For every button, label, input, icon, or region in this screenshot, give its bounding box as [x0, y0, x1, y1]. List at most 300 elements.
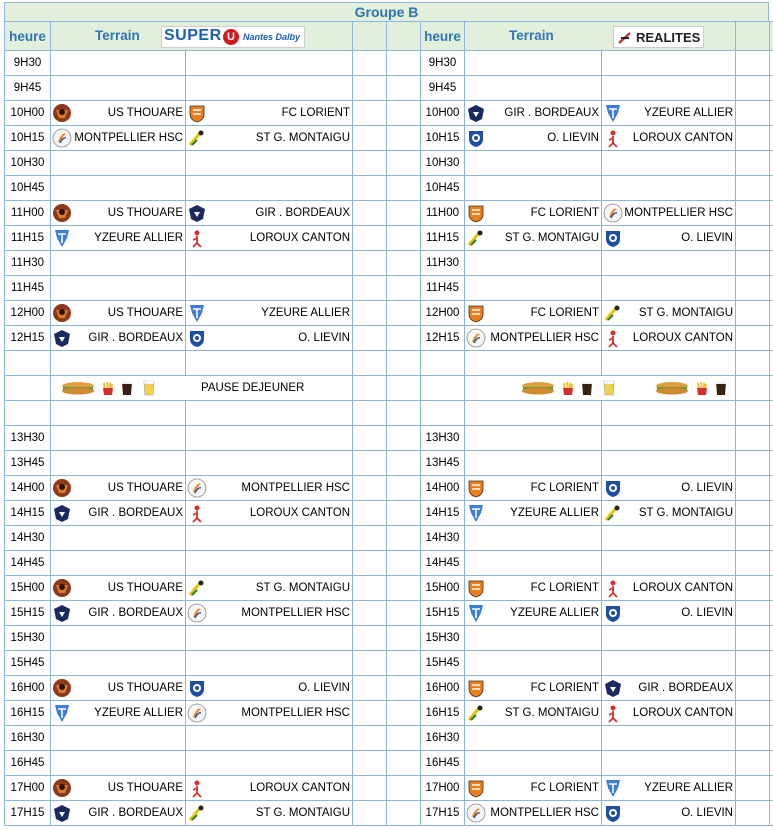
time-slot-row: [5, 426, 773, 451]
team-name: MONTPELLIER HSC: [624, 207, 733, 219]
empty-cell: [186, 651, 353, 676]
team-cell-left-away-fc-lorient: [186, 101, 353, 126]
schedule-table: [4, 21, 773, 826]
empty-cell: [186, 426, 353, 451]
team-cell-left-home-gir-bordeaux: [51, 326, 186, 351]
team-cell-left-home-us-thouare: [51, 476, 186, 501]
empty-cell: [186, 751, 353, 776]
blank: [353, 126, 387, 151]
empty-cell: [465, 51, 602, 76]
blank: [353, 176, 387, 201]
blank: [353, 226, 387, 251]
montpellier-hsc-logo-icon: [466, 328, 486, 348]
blank: [770, 76, 773, 101]
empty-cell: [465, 276, 602, 301]
empty-cell: [465, 451, 602, 476]
blank: [387, 626, 421, 651]
blank: [51, 401, 186, 426]
blank: [736, 251, 770, 276]
heure-header-right: heure: [421, 22, 465, 51]
empty-cell: [602, 751, 736, 776]
blank: [387, 526, 421, 551]
header-blank: [387, 22, 421, 51]
empty-cell: [51, 626, 186, 651]
loroux-canton-logo-icon: [187, 228, 207, 248]
time-slot-row: [5, 476, 773, 501]
team-name: LOROUX CANTON: [249, 782, 350, 794]
time-right: 14H15: [421, 501, 465, 526]
team-cell-right-home-fc-lorient: [465, 576, 602, 601]
blank: [736, 76, 770, 101]
blank: [770, 401, 773, 426]
empty-cell: [186, 526, 353, 551]
super-u-sponsor-logo: SUPER U Nantes Dalby: [161, 26, 305, 48]
team-name: LOROUX CANTON: [632, 707, 733, 719]
time-slot-row: [5, 726, 773, 751]
team-cell-right-away-loroux-canton: [602, 701, 736, 726]
blank: [387, 576, 421, 601]
team-name: GIR . BORDEAUX: [88, 807, 183, 819]
blank: [770, 101, 773, 126]
spacer-row: [5, 351, 773, 376]
blank: [5, 401, 51, 426]
blank: [353, 76, 387, 101]
team-name: ST G. MONTAIGU: [638, 307, 733, 319]
team-cell-right-home-yzeure-allier: [465, 601, 602, 626]
blank: [353, 701, 387, 726]
blank: [770, 626, 773, 651]
blank: [387, 301, 421, 326]
team-cell-right-away-o-lievin: [602, 601, 736, 626]
team-name: O. LIEVIN: [298, 682, 350, 694]
empty-cell: [51, 251, 186, 276]
empty-cell: [602, 276, 736, 301]
time-left: 9H45: [5, 76, 51, 101]
time-right: 10H00: [421, 101, 465, 126]
blank: [353, 476, 387, 501]
empty-cell: [186, 51, 353, 76]
realites-mark-icon: [617, 30, 633, 46]
us-thouare-logo-icon: [52, 678, 72, 698]
empty-cell: [602, 51, 736, 76]
blank: [736, 551, 770, 576]
blank: [5, 351, 51, 376]
time-right: 16H30: [421, 726, 465, 751]
cola-glass-icon: [715, 380, 727, 396]
time-slot-row: [5, 76, 773, 101]
fc-lorient-logo-icon: [466, 578, 486, 598]
team-cell-left-away-gir-bordeaux: [186, 201, 353, 226]
blank: [770, 226, 773, 251]
team-name: GIR . BORDEAUX: [504, 107, 599, 119]
blank: [736, 426, 770, 451]
time-left: 11H00: [5, 201, 51, 226]
team-cell-right-home-gir-bordeaux: [465, 101, 602, 126]
blank: [736, 351, 770, 376]
team-cell-right-away-yzeure-allier: [602, 776, 736, 801]
sandwich-icon: [655, 380, 689, 396]
girondins-bordeaux-logo-icon: [52, 803, 72, 823]
time-right: 11H15: [421, 226, 465, 251]
blank: [353, 651, 387, 676]
team-name: ST G. MONTAIGU: [255, 807, 350, 819]
blank: [770, 551, 773, 576]
blank: [186, 401, 353, 426]
team-name: ST G. MONTAIGU: [255, 582, 350, 594]
empty-cell: [465, 251, 602, 276]
time-slot-row: [5, 576, 773, 601]
blank: [387, 801, 421, 826]
team-cell-right-away-loroux-canton: [602, 126, 736, 151]
lunch-break-right: [465, 376, 736, 401]
team-name: GIR . BORDEAUX: [88, 332, 183, 344]
o-lievin-logo-icon: [187, 678, 207, 698]
empty-cell: [51, 751, 186, 776]
blank: [353, 426, 387, 451]
team-cell-left-away-loroux-canton: [186, 226, 353, 251]
yzeure-allier-logo-icon: [52, 703, 72, 723]
team-name: LOROUX CANTON: [632, 332, 733, 344]
team-cell-left-home-yzeure-allier: [51, 226, 186, 251]
yzeure-allier-logo-icon: [603, 778, 623, 798]
time-right: 15H45: [421, 651, 465, 676]
empty-cell: [602, 626, 736, 651]
team-cell-right-away-loroux-canton: [602, 576, 736, 601]
team-cell-left-away-loroux-canton: [186, 501, 353, 526]
blank: [353, 151, 387, 176]
fries-icon: [101, 380, 115, 396]
terrain-label-left: Terrain: [95, 28, 140, 43]
header-row: [5, 22, 773, 51]
lunch-break-left: [51, 376, 353, 401]
fc-lorient-logo-icon: [466, 478, 486, 498]
team-cell-right-away-o-lievin: [602, 476, 736, 501]
blank: [770, 526, 773, 551]
blank: [736, 726, 770, 751]
team-name: LOROUX CANTON: [249, 507, 350, 519]
montpellier-hsc-logo-icon: [187, 603, 207, 623]
team-cell-left-home-gir-bordeaux: [51, 801, 186, 826]
blank: [736, 501, 770, 526]
time-left: 11H15: [5, 226, 51, 251]
team-name: MONTPELLIER HSC: [241, 482, 350, 494]
blank: [186, 351, 353, 376]
blank: [770, 601, 773, 626]
blank: [770, 676, 773, 701]
time-right: 10H30: [421, 151, 465, 176]
fries-icon: [561, 380, 575, 396]
time-left: 14H00: [5, 476, 51, 501]
terrain-label-right: Terrain: [509, 28, 554, 43]
header-blank: [770, 22, 773, 51]
team-cell-right-home-fc-lorient: [465, 301, 602, 326]
terrain-header-left: [51, 22, 353, 51]
blank: [387, 476, 421, 501]
blank: [736, 601, 770, 626]
beer-glass-icon: [143, 380, 155, 396]
time-left: 12H15: [5, 326, 51, 351]
yzeure-allier-logo-icon: [52, 228, 72, 248]
montpellier-hsc-logo-icon: [187, 478, 207, 498]
time-left: 14H15: [5, 501, 51, 526]
blank: [770, 751, 773, 776]
team-cell-left-home-us-thouare: [51, 101, 186, 126]
team-name: LOROUX CANTON: [249, 232, 350, 244]
empty-cell: [465, 626, 602, 651]
o-lievin-logo-icon: [603, 803, 623, 823]
team-name: O. LIEVIN: [681, 607, 733, 619]
blank: [736, 276, 770, 301]
us-thouare-logo-icon: [52, 478, 72, 498]
empty-cell: [186, 726, 353, 751]
empty-cell: [602, 551, 736, 576]
st-g-montaigu-logo-icon: [187, 578, 207, 598]
blank: [387, 51, 421, 76]
team-name: FC LORIENT: [530, 482, 599, 494]
team-cell-left-home-us-thouare: [51, 676, 186, 701]
team-name: US THOUARE: [107, 682, 183, 694]
time-left: 10H00: [5, 101, 51, 126]
empty-cell: [186, 276, 353, 301]
blank: [353, 551, 387, 576]
blank: [353, 401, 387, 426]
team-name: MONTPELLIER HSC: [241, 607, 350, 619]
fc-lorient-logo-icon: [466, 678, 486, 698]
empty-cell: [186, 176, 353, 201]
team-cell-left-home-yzeure-allier: [51, 701, 186, 726]
team-cell-right-home-fc-lorient: [465, 676, 602, 701]
blank: [736, 326, 770, 351]
blank: [353, 626, 387, 651]
team-name: YZEURE ALLIER: [261, 307, 350, 319]
team-name: US THOUARE: [107, 207, 183, 219]
time-slot-row: [5, 326, 773, 351]
terrain-header-right: [465, 22, 736, 51]
team-name: US THOUARE: [107, 107, 183, 119]
empty-cell: [186, 151, 353, 176]
time-left: 11H30: [5, 251, 51, 276]
empty-cell: [465, 151, 602, 176]
header-blank: [353, 22, 387, 51]
loroux-canton-logo-icon: [187, 778, 207, 798]
blank: [770, 776, 773, 801]
team-name: O. LIEVIN: [681, 807, 733, 819]
team-name: GIR . BORDEAUX: [255, 207, 350, 219]
blank: [387, 751, 421, 776]
time-left: 14H45: [5, 551, 51, 576]
blank: [353, 501, 387, 526]
empty-cell: [186, 76, 353, 101]
team-name: GIR . BORDEAUX: [88, 607, 183, 619]
team-name: US THOUARE: [107, 782, 183, 794]
empty-cell: [465, 726, 602, 751]
team-cell-left-away-st-g-montaigu: [186, 576, 353, 601]
blank: [770, 276, 773, 301]
blank: [387, 451, 421, 476]
blank: [387, 176, 421, 201]
time-slot-row: [5, 126, 773, 151]
time-slot-row: [5, 801, 773, 826]
girondins-bordeaux-logo-icon: [52, 503, 72, 523]
time-slot-row: [5, 601, 773, 626]
team-cell-left-away-montpellier-hsc: [186, 701, 353, 726]
yzeure-allier-logo-icon: [466, 603, 486, 623]
blank: [387, 426, 421, 451]
us-thouare-logo-icon: [52, 778, 72, 798]
empty-cell: [186, 626, 353, 651]
o-lievin-logo-icon: [603, 478, 623, 498]
time-left: 16H15: [5, 701, 51, 726]
us-thouare-logo-icon: [52, 303, 72, 323]
team-name: MONTPELLIER HSC: [490, 807, 599, 819]
us-thouare-logo-icon: [52, 103, 72, 123]
team-cell-left-home-us-thouare: [51, 201, 186, 226]
empty-cell: [51, 526, 186, 551]
time-right: 12H00: [421, 301, 465, 326]
blank: [736, 301, 770, 326]
empty-cell: [465, 76, 602, 101]
blank: [736, 776, 770, 801]
time-left: 15H00: [5, 576, 51, 601]
blank: [736, 576, 770, 601]
blank: [736, 126, 770, 151]
yzeure-allier-logo-icon: [187, 303, 207, 323]
blank: [770, 376, 773, 401]
team-name: ST G. MONTAIGU: [638, 507, 733, 519]
blank: [353, 676, 387, 701]
blank: [736, 176, 770, 201]
team-name: YZEURE ALLIER: [644, 107, 733, 119]
pause-dejeuner-label: PAUSE DEJEUNER: [201, 382, 305, 394]
o-lievin-logo-icon: [603, 603, 623, 623]
blank: [387, 226, 421, 251]
time-left: 17H15: [5, 801, 51, 826]
blank: [770, 451, 773, 476]
loroux-canton-logo-icon: [187, 503, 207, 523]
blank: [736, 626, 770, 651]
blank: [387, 326, 421, 351]
blank: [770, 151, 773, 176]
time-left: 15H45: [5, 651, 51, 676]
empty-cell: [465, 526, 602, 551]
realites-sponsor-logo: REALITES: [613, 26, 704, 48]
blank: [387, 351, 421, 376]
blank: [770, 501, 773, 526]
blank: [387, 276, 421, 301]
team-name: MONTPELLIER HSC: [490, 332, 599, 344]
team-cell-right-home-yzeure-allier: [465, 501, 602, 526]
time-slot-row: [5, 101, 773, 126]
team-name: FC LORIENT: [530, 682, 599, 694]
empty-cell: [51, 651, 186, 676]
blank: [353, 301, 387, 326]
empty-cell: [51, 176, 186, 201]
team-cell-left-away-o-lievin: [186, 326, 353, 351]
team-cell-right-home-montpellier-hsc: [465, 801, 602, 826]
blank: [387, 726, 421, 751]
loroux-canton-logo-icon: [603, 578, 623, 598]
blank: [736, 226, 770, 251]
team-name: ST G. MONTAIGU: [255, 132, 350, 144]
time-left: 10H15: [5, 126, 51, 151]
blank: [353, 601, 387, 626]
blank: [770, 426, 773, 451]
girondins-bordeaux-logo-icon: [52, 328, 72, 348]
blank: [736, 651, 770, 676]
blank: [387, 376, 421, 401]
team-name: US THOUARE: [107, 582, 183, 594]
blank: [770, 476, 773, 501]
time-right: 11H00: [421, 201, 465, 226]
empty-cell: [186, 251, 353, 276]
blank: [353, 351, 387, 376]
team-cell-left-home-montpellier-hsc: [51, 126, 186, 151]
blank: [387, 551, 421, 576]
o-lievin-logo-icon: [466, 128, 486, 148]
blank: [387, 651, 421, 676]
empty-cell: [465, 551, 602, 576]
blank: [736, 401, 770, 426]
time-slot-row: [5, 626, 773, 651]
blank: [736, 701, 770, 726]
loroux-canton-logo-icon: [603, 328, 623, 348]
time-slot-row: [5, 751, 773, 776]
header-blank: [736, 22, 770, 51]
time-slot-row: [5, 701, 773, 726]
team-cell-right-home-o-lievin: [465, 126, 602, 151]
time-slot-row: [5, 251, 773, 276]
time-slot-row: [5, 151, 773, 176]
team-cell-right-away-st-g-montaigu: [602, 301, 736, 326]
time-left: 14H30: [5, 526, 51, 551]
blank: [353, 801, 387, 826]
team-cell-left-home-us-thouare: [51, 576, 186, 601]
blank: [51, 351, 186, 376]
time-slot-row: [5, 176, 773, 201]
time-right: 17H00: [421, 776, 465, 801]
yzeure-allier-logo-icon: [603, 103, 623, 123]
empty-cell: [51, 726, 186, 751]
blank: [465, 351, 602, 376]
team-name: FC LORIENT: [530, 207, 599, 219]
team-cell-right-away-o-lievin: [602, 801, 736, 826]
blank: [353, 376, 387, 401]
blank: [5, 376, 51, 401]
empty-cell: [51, 76, 186, 101]
time-right: 14H30: [421, 526, 465, 551]
time-slot-row: [5, 51, 773, 76]
team-cell-right-home-st-g-montaigu: [465, 226, 602, 251]
team-name: FC LORIENT: [281, 107, 350, 119]
blank: [770, 51, 773, 76]
st-g-montaigu-logo-icon: [603, 503, 623, 523]
blank: [465, 401, 602, 426]
time-left: 13H30: [5, 426, 51, 451]
sandwich-icon: [61, 380, 95, 396]
empty-cell: [51, 451, 186, 476]
empty-cell: [465, 426, 602, 451]
cola-glass-icon: [581, 380, 593, 396]
blank: [353, 576, 387, 601]
team-name: LOROUX CANTON: [632, 582, 733, 594]
empty-cell: [602, 176, 736, 201]
time-slot-row: [5, 526, 773, 551]
time-right: 13H30: [421, 426, 465, 451]
team-name: MONTPELLIER HSC: [241, 707, 350, 719]
team-cell-left-away-o-lievin: [186, 676, 353, 701]
blank: [770, 251, 773, 276]
blank: [353, 751, 387, 776]
